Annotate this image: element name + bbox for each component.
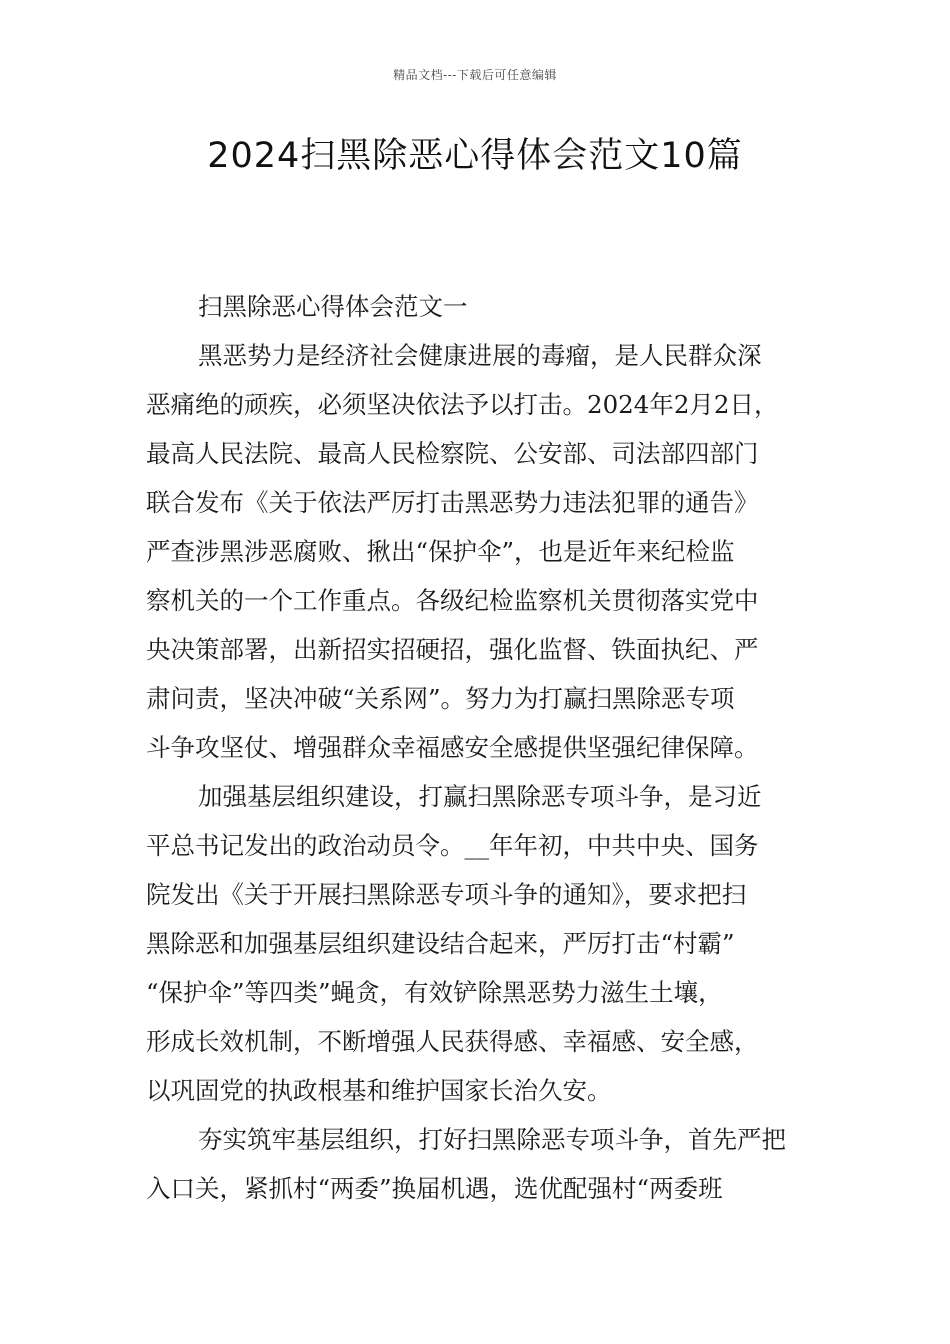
paragraph-line: 以巩固党的执政根基和维护国家长治久安。	[146, 1076, 612, 1105]
paragraph-line: 黑恶势力是经济社会健康进展的毒瘤，是人民群众深	[198, 341, 762, 370]
document-body	[146, 282, 806, 1213]
paragraph-line: 形成长效机制，不断增强人民获得感、幸福感、安全感，	[146, 1027, 759, 1056]
paragraph-line: 夯实筑牢基层组织，打好扫黑除恶专项斗争，首先严把	[198, 1125, 786, 1154]
paragraph-line: 恶痛绝的顽疾，必须坚决依法予以打击。2024年2月2日，	[146, 390, 779, 419]
document-title: 2024扫黑除恶心得体会范文10篇	[207, 136, 743, 176]
section-heading: 扫黑除恶心得体会范文一	[198, 292, 468, 321]
paragraph-line: 斗争攻坚仗、增强群众幸福感安全感提供坚强纪律保障。	[146, 733, 759, 762]
paragraph-line: 黑除恶和加强基层组织建设结合起来，严厉打击“村霸”	[146, 929, 735, 958]
paragraph-line: 加强基层组织建设，打赢扫黑除恶专项斗争，是习近	[198, 782, 762, 811]
paragraph-line: 央决策部署，出新招实招硬招，强化监督、铁面执纪、严	[146, 635, 759, 664]
paragraph-line: 入口关，紧抓村“两委”换届机遇，选优配强村“两委班	[146, 1174, 723, 1203]
paragraph-line: 院发出《关于开展扫黑除恶专项斗争的通知》，要求把扫	[146, 880, 747, 909]
paragraph-line: 察机关的一个工作重点。各级纪检监察机关贯彻落实党中	[146, 586, 759, 615]
paragraph-line: 平总书记发出的政治动员令。__年年初，中共中央、国务	[146, 831, 759, 860]
paragraph-line: 联合发布《关于依法严厉打击黑恶势力违法犯罪的通告》	[146, 488, 759, 517]
paragraph-line: 肃问责，坚决冲破“关系网”。努力为打赢扫黑除恶专项	[146, 684, 735, 713]
paragraph-line: 严查涉黑涉恶腐败、揪出“保护伞”，也是近年来纪检监	[146, 537, 735, 566]
header-note: 精品文档---下载后可任意编辑	[393, 68, 557, 82]
paragraph-line: “保护伞”等四类”蝇贪，有效铲除黑恶势力滋生土壤，	[146, 978, 723, 1007]
paragraph-line: 最高人民法院、最高人民检察院、公安部、司法部四部门	[146, 439, 759, 468]
